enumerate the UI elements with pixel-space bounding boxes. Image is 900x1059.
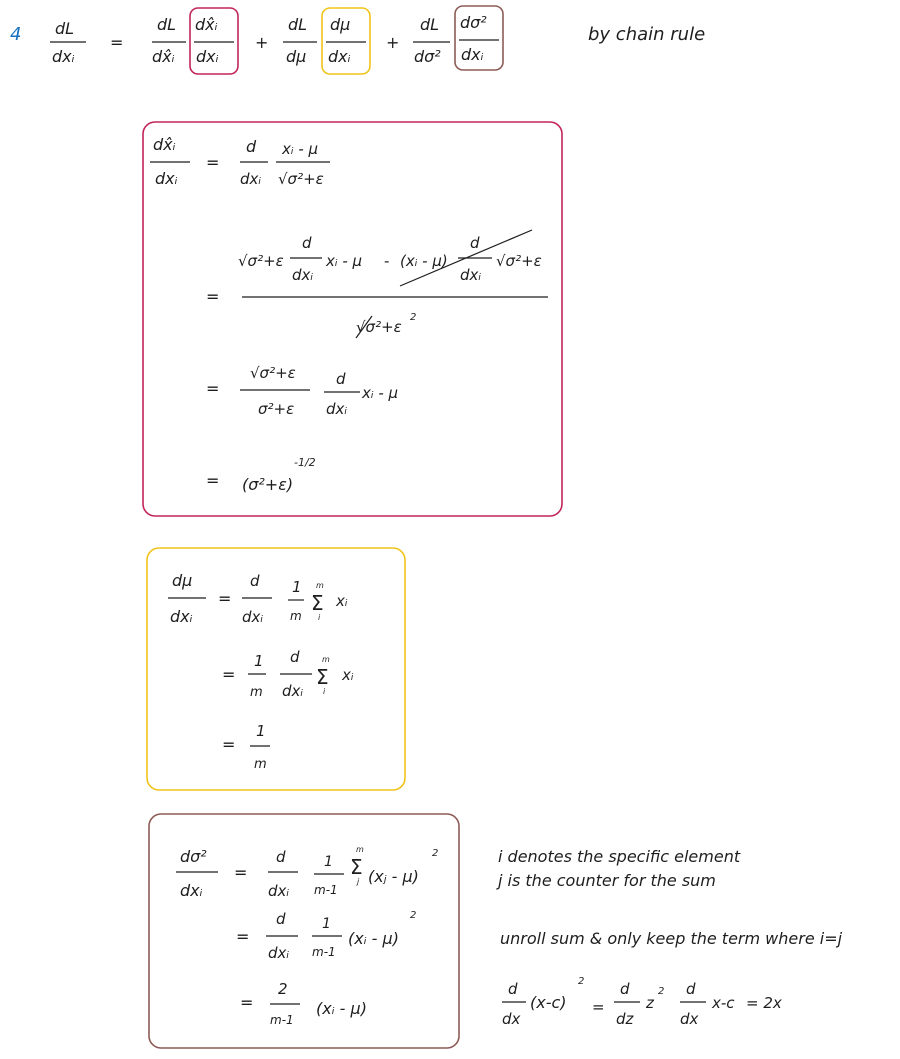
- xhat-r4-exp: -1/2: [294, 456, 316, 469]
- xhat-r1-d: d: [246, 137, 257, 156]
- ex-d-3: d: [686, 980, 696, 998]
- sig-r2-m1: m-1: [312, 945, 336, 959]
- mu-r2-d: d: [290, 648, 300, 666]
- xhat-r2-d-a: d: [302, 234, 312, 252]
- mu-r1-d: d: [250, 572, 260, 590]
- mu-eq-1: =: [218, 589, 232, 608]
- xhat-derivation: [150, 135, 548, 494]
- sig-eq-1: =: [234, 863, 248, 882]
- sig-r1-exp: 2: [432, 848, 439, 859]
- mu-r2-dxi: dxᵢ: [282, 682, 304, 700]
- xhat-r2-paren: (xᵢ - μ): [400, 252, 448, 270]
- sig-r1-sum: Σ: [350, 855, 363, 879]
- mu-r1-sum: Σ: [311, 591, 324, 615]
- xhat-r2-minus: -: [384, 252, 390, 270]
- term2-dL: dL: [288, 15, 308, 34]
- step-number: 4: [10, 24, 22, 45]
- xhat-r3-dxi: dxᵢ: [326, 400, 348, 418]
- lhs-denominator: dxᵢ: [52, 47, 75, 66]
- ex-exp-2: 2: [658, 986, 665, 997]
- xhat-r3-d: d: [336, 370, 346, 388]
- term3-dsigma-den: dσ²: [414, 47, 441, 66]
- plus-sign-2: +: [386, 33, 400, 52]
- mu-r2-m: m: [250, 685, 263, 700]
- term3-dsigma-num: dσ²: [460, 13, 487, 32]
- mu-r1-one: 1: [292, 578, 302, 596]
- xhat-r2-ximu: xᵢ - μ: [326, 252, 363, 270]
- mu-r2-sum: Σ: [316, 665, 329, 689]
- xhat-r2-den-exp: 2: [410, 312, 417, 323]
- sigma-derivation: [176, 845, 438, 1027]
- xhat-eq-1: =: [206, 153, 220, 172]
- xhat-eq-3: =: [206, 379, 220, 398]
- plus-sign-1: +: [255, 33, 269, 52]
- xhat-eq-4: =: [206, 471, 220, 490]
- chain-rule-note: by chain rule: [588, 24, 706, 45]
- note-unroll-sum: unroll sum & only keep the term where i=j: [500, 929, 843, 948]
- term2-dxi: dxᵢ: [328, 47, 351, 66]
- xhat-lhs-den: dxᵢ: [155, 169, 178, 188]
- xhat-r1-dxi: dxᵢ: [240, 170, 262, 188]
- sig-r3-paren: (xᵢ - μ): [316, 999, 367, 1018]
- ex-eq-2x: = 2x: [746, 994, 782, 1012]
- mu-r3-one: 1: [256, 722, 266, 740]
- term1-dxi: dxᵢ: [196, 47, 219, 66]
- mu-r3-m: m: [254, 757, 267, 772]
- mu-eq-3: =: [222, 735, 236, 754]
- xhat-r4-paren: (σ²+ε): [242, 475, 294, 494]
- ex-dx-1: dx: [502, 1010, 521, 1028]
- term3-dxi: dxᵢ: [461, 45, 484, 64]
- note-i-denotes: i denotes the specific element: [498, 847, 741, 866]
- term3-dL: dL: [420, 15, 440, 34]
- mu-r1-dxi: dxᵢ: [242, 608, 264, 626]
- xhat-r2-d-b: d: [470, 234, 480, 252]
- ex-dz: dz: [616, 1010, 634, 1028]
- ex-xc: x-c: [712, 994, 735, 1012]
- sig-r2-exp: 2: [410, 910, 417, 921]
- xhat-r1-num: xᵢ - μ: [282, 140, 319, 158]
- note-j-counter: j is the counter for the sum: [498, 871, 716, 890]
- xhat-lhs-num: dx̂ᵢ: [153, 135, 176, 154]
- mu-eq-2: =: [222, 665, 236, 684]
- ex-exp-1: 2: [578, 976, 585, 987]
- sig-r3-m1: m-1: [270, 1013, 294, 1027]
- ex-eq: =: [592, 998, 605, 1016]
- sig-r2-one: 1: [322, 916, 331, 932]
- xhat-r2-dxi-a: dxᵢ: [292, 266, 314, 284]
- xhat-r3-num: √σ²+ε: [250, 364, 296, 382]
- lhs-numerator: dL: [55, 19, 75, 38]
- xhat-r2-sqrt-a: √σ²+ε: [238, 252, 284, 270]
- term2-dmu-num: dμ: [330, 15, 351, 34]
- xhat-r3-den: σ²+ε: [258, 400, 295, 418]
- xhat-r2-den: √σ²+ε: [356, 318, 402, 336]
- mu-lhs-num: dμ: [172, 571, 193, 590]
- xhat-r3-ximu: xᵢ - μ: [362, 384, 399, 402]
- mu-r1-sum-up: m: [316, 581, 324, 590]
- sig-r2-paren: (xᵢ - μ): [348, 929, 399, 948]
- sig-r2-d: d: [276, 910, 286, 928]
- sig-r1-dxi: dxᵢ: [268, 882, 290, 900]
- mu-lhs-den: dxᵢ: [170, 607, 193, 626]
- sig-r1-d: d: [276, 848, 286, 866]
- term1-dL: dL: [157, 15, 177, 34]
- sig-r1-m1: m-1: [314, 883, 338, 897]
- sig-r1-sum-low: j: [357, 877, 360, 886]
- term2-dmu-den: dμ: [286, 47, 307, 66]
- ex-d-2: d: [620, 980, 630, 998]
- sig-r2-dxi: dxᵢ: [268, 944, 290, 962]
- equals-sign: =: [110, 33, 124, 52]
- mu-r1-xi: xᵢ: [336, 592, 348, 610]
- side-notes: [496, 847, 843, 1028]
- chain-rule-equation: [10, 6, 705, 74]
- sig-r1-sum-up: m: [356, 845, 364, 854]
- mu-r2-one: 1: [254, 652, 264, 670]
- sig-r1-paren: (xⱼ - μ): [368, 867, 419, 886]
- mu-r2-xi: xᵢ: [342, 666, 354, 684]
- mu-r1-m: m: [290, 609, 302, 623]
- ex-z: z: [646, 994, 654, 1012]
- xhat-r1-den: √σ²+ε: [278, 170, 324, 188]
- sig-eq-2: =: [236, 927, 250, 946]
- ex-paren-xc: (x-c): [530, 993, 567, 1012]
- mu-derivation: [168, 571, 354, 772]
- sig-r1-one: 1: [324, 854, 333, 870]
- term1-dxhat-num: dx̂ᵢ: [195, 15, 218, 34]
- xhat-r2-dxi-b: dxᵢ: [460, 266, 482, 284]
- ex-dx-3: dx: [680, 1010, 699, 1028]
- ex-d-1: d: [508, 980, 518, 998]
- sig-eq-3: =: [240, 993, 254, 1012]
- sig-lhs-num: dσ²: [180, 847, 207, 866]
- mu-r1-sum-low: i: [318, 613, 321, 622]
- sig-lhs-den: dxᵢ: [180, 881, 203, 900]
- mu-r2-sum-low: i: [323, 687, 326, 696]
- xhat-derivation-box: [143, 122, 562, 516]
- sig-r3-two: 2: [278, 980, 288, 998]
- mu-r2-sum-up: m: [322, 655, 330, 664]
- xhat-eq-2: =: [206, 287, 220, 306]
- xhat-r2-sqrt-b: √σ²+ε: [496, 252, 542, 270]
- term1-dxhat-den: dx̂ᵢ: [152, 47, 175, 66]
